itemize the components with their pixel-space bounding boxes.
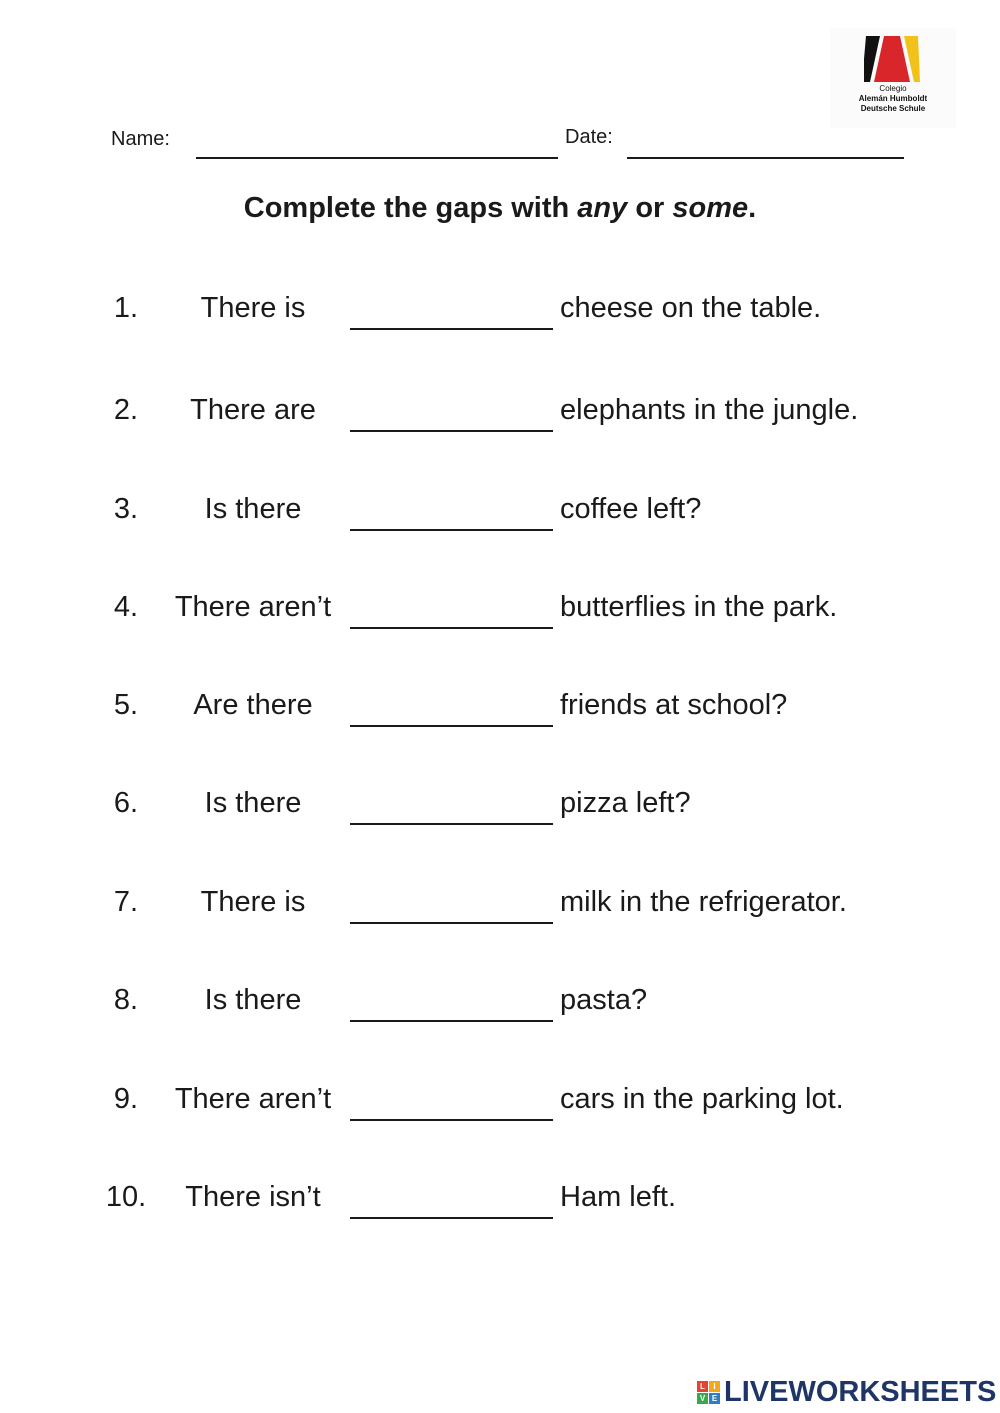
question-tail: milk in the refrigerator. <box>560 886 847 918</box>
question-number: 8. <box>113 984 139 1016</box>
date-field[interactable] <box>627 157 904 159</box>
badge-letter: V <box>697 1393 708 1404</box>
question-row-8 <box>0 984 1000 1024</box>
instruction-word-some: some <box>672 192 749 224</box>
answer-gap-9[interactable] <box>350 1119 553 1121</box>
instruction-text-3: . <box>748 192 757 224</box>
logo-line-1: Colegio <box>879 84 907 93</box>
question-tail: coffee left? <box>560 493 702 525</box>
question-tail: friends at school? <box>560 689 788 721</box>
instruction-word-any: any <box>577 192 628 224</box>
instruction-text-2: or <box>627 192 673 224</box>
question-row-10 <box>0 1181 1000 1221</box>
question-tail: pizza left? <box>560 787 691 819</box>
question-lead: There aren’t <box>174 591 332 623</box>
question-tail: pasta? <box>560 984 648 1016</box>
badge-letter: I <box>709 1381 720 1392</box>
answer-gap-5[interactable] <box>350 725 553 727</box>
question-lead: There isn’t <box>185 1181 321 1213</box>
question-tail: Ham left. <box>560 1181 677 1213</box>
question-number: 6. <box>113 787 139 819</box>
question-number: 4. <box>113 591 139 623</box>
question-number: 10. <box>105 1181 147 1213</box>
question-lead: Is there <box>204 787 302 819</box>
badge-letter: E <box>709 1393 720 1404</box>
question-number: 7. <box>113 886 139 918</box>
logo-line-2: Alemán Humboldt <box>858 94 928 103</box>
answer-gap-1[interactable] <box>350 328 553 330</box>
question-row-5 <box>0 689 1000 729</box>
school-logo-mark <box>864 34 920 84</box>
answer-gap-4[interactable] <box>350 627 553 629</box>
answer-gap-10[interactable] <box>350 1217 553 1219</box>
question-number: 9. <box>113 1083 139 1115</box>
question-number: 5. <box>113 689 139 721</box>
question-row-9 <box>0 1083 1000 1123</box>
question-lead: There aren’t <box>174 1083 332 1115</box>
question-number: 2. <box>113 394 139 426</box>
logo-line-3: Deutsche Schule <box>860 104 926 113</box>
question-row-7 <box>0 886 1000 926</box>
question-tail: cars in the parking lot. <box>560 1083 844 1115</box>
badge-letter: L <box>697 1381 708 1392</box>
question-lead: Are there <box>193 689 313 721</box>
question-tail: cheese on the table. <box>560 292 822 324</box>
answer-gap-8[interactable] <box>350 1020 553 1022</box>
question-row-6 <box>0 787 1000 827</box>
answer-gap-6[interactable] <box>350 823 553 825</box>
instruction-heading <box>0 192 1000 225</box>
name-field[interactable] <box>196 157 558 159</box>
answer-gap-2[interactable] <box>350 430 553 432</box>
question-lead: There is <box>200 292 306 324</box>
question-number: 3. <box>113 493 139 525</box>
question-row-4 <box>0 591 1000 631</box>
question-number: 1. <box>113 292 139 324</box>
date-label: Date: <box>565 126 613 148</box>
question-row-3 <box>0 493 1000 533</box>
question-tail: elephants in the jungle. <box>560 394 859 426</box>
question-row-2 <box>0 394 1000 434</box>
liveworksheets-wordmark: LIVEWORKSHEETS <box>724 1376 997 1408</box>
name-label: Name: <box>111 128 170 150</box>
instruction-text-1: Complete the gaps with <box>243 192 578 224</box>
answer-gap-7[interactable] <box>350 922 553 924</box>
question-lead: Is there <box>204 493 302 525</box>
question-lead: There are <box>190 394 316 426</box>
question-tail: butterflies in the park. <box>560 591 838 623</box>
question-lead: There is <box>200 886 306 918</box>
question-row-1 <box>0 292 1000 332</box>
question-lead: Is there <box>204 984 302 1016</box>
school-logo <box>830 28 956 128</box>
liveworksheets-logo-icon <box>697 1381 721 1405</box>
answer-gap-3[interactable] <box>350 529 553 531</box>
